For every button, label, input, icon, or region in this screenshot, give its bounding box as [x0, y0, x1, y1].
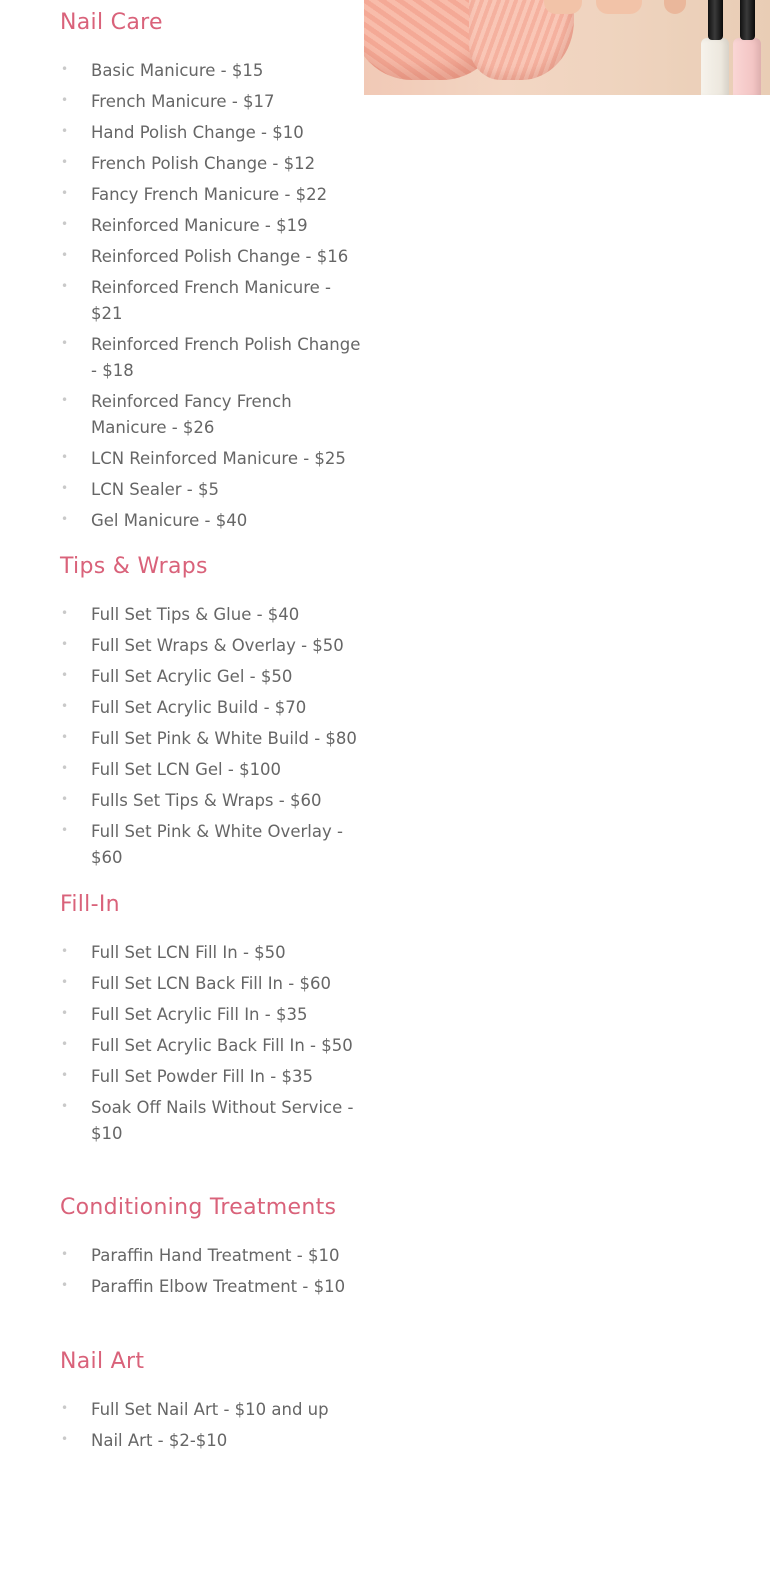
price-item: [60, 1274, 361, 1300]
bullet-icon: •: [61, 699, 69, 713]
price-item-label: Reinforced Polish Change - $16: [91, 247, 349, 266]
hero-image: [364, 0, 770, 95]
section-title: Nail Art: [60, 1349, 145, 1374]
bullet-icon: •: [61, 1037, 69, 1051]
bullet-icon: •: [61, 668, 69, 682]
price-item-label: Full Set Powder Fill In - $35: [91, 1067, 313, 1086]
section-fill-in: [60, 890, 361, 1152]
price-item-label: LCN Reinforced Manicure - $25: [91, 449, 346, 468]
bullet-icon: •: [61, 944, 69, 958]
price-item: [60, 1095, 361, 1147]
section-nail-art: [60, 1347, 361, 1459]
bullet-icon: •: [61, 1247, 69, 1261]
polish-bottle-pink: [733, 38, 761, 95]
price-item-label: Reinforced French Polish Change - $18: [91, 335, 361, 380]
price-item: [60, 788, 361, 814]
price-item-label: Reinforced Manicure - $19: [91, 216, 308, 235]
bullet-icon: •: [61, 62, 69, 76]
price-item: [60, 602, 361, 628]
price-item: [60, 508, 361, 534]
bullet-icon: •: [61, 1432, 69, 1446]
price-item-label: Paraffin Elbow Treatment - $10: [91, 1277, 346, 1296]
bullet-icon: •: [61, 823, 69, 837]
price-item: [60, 58, 361, 84]
section-title: Conditioning Treatments: [60, 1195, 337, 1220]
section-title: Tips & Wraps: [60, 554, 208, 579]
price-item: [60, 1243, 361, 1269]
price-item: [60, 757, 361, 783]
price-item: [60, 695, 361, 721]
price-item: [60, 244, 361, 270]
price-item-label: Full Set Acrylic Back Fill In - $50: [91, 1036, 353, 1055]
price-item: [60, 1428, 361, 1454]
price-item-label: Full Set Wraps & Overlay - $50: [91, 636, 344, 655]
price-item-label: Nail Art - $2-$10: [91, 1431, 228, 1450]
price-item: [60, 89, 361, 115]
finger-graphic: [544, 0, 582, 14]
price-list: [60, 602, 361, 871]
price-item-label: Reinforced Fancy French Manicure - $26: [91, 392, 292, 437]
price-item-label: Full Set LCN Back Fill In - $60: [91, 974, 331, 993]
price-item-label: LCN Sealer - $5: [91, 480, 219, 499]
price-list: [60, 1397, 361, 1454]
price-item-label: Full Set LCN Gel - $100: [91, 760, 282, 779]
price-item: [60, 1002, 361, 1028]
bullet-icon: •: [61, 248, 69, 262]
bullet-icon: •: [61, 730, 69, 744]
price-item-label: Full Set LCN Fill In - $50: [91, 943, 286, 962]
price-item-label: Full Set Acrylic Fill In - $35: [91, 1005, 308, 1024]
price-item: [60, 971, 361, 997]
price-item: [60, 213, 361, 239]
finger-graphic: [664, 0, 686, 14]
price-item-label: Full Set Acrylic Gel - $50: [91, 667, 293, 686]
price-list: [60, 58, 361, 534]
bullet-icon: •: [61, 336, 69, 350]
bullet-icon: •: [61, 186, 69, 200]
price-item: [60, 633, 361, 659]
price-item-label: Full Set Nail Art - $10 and up: [91, 1400, 329, 1419]
bullet-icon: •: [61, 279, 69, 293]
polish-bottle-white: [701, 38, 729, 95]
price-item: [60, 389, 361, 441]
section-tips-wraps: [60, 552, 361, 876]
price-item: [60, 275, 361, 327]
bullet-icon: •: [61, 93, 69, 107]
bullet-icon: •: [61, 217, 69, 231]
bullet-icon: •: [61, 606, 69, 620]
price-item: [60, 332, 361, 384]
polish-bottle-cap: [708, 0, 723, 40]
price-item-label: Soak Off Nails Without Service - $10: [91, 1098, 354, 1143]
bullet-icon: •: [61, 124, 69, 138]
bullet-icon: •: [61, 792, 69, 806]
section-nail-care: [60, 8, 361, 539]
finger-graphic: [596, 0, 642, 14]
bullet-icon: •: [61, 1401, 69, 1415]
price-item-label: French Polish Change - $12: [91, 154, 316, 173]
bullet-icon: •: [61, 637, 69, 651]
price-item-label: Basic Manicure - $15: [91, 61, 264, 80]
bullet-icon: •: [61, 761, 69, 775]
price-item-label: French Manicure - $17: [91, 92, 275, 111]
bullet-icon: •: [61, 1099, 69, 1113]
price-item-label: Full Set Acrylic Build - $70: [91, 698, 307, 717]
bullet-icon: •: [61, 512, 69, 526]
price-item: [60, 1397, 361, 1423]
price-item: [60, 819, 361, 871]
bullet-icon: •: [61, 481, 69, 495]
price-item: [60, 1033, 361, 1059]
price-item-label: Full Set Pink & White Overlay - $60: [91, 822, 343, 867]
price-item-label: Fulls Set Tips & Wraps - $60: [91, 791, 322, 810]
price-item: [60, 182, 361, 208]
section-conditioning-treatments: [60, 1193, 361, 1305]
bullet-icon: •: [61, 450, 69, 464]
price-item-label: Fancy French Manicure - $22: [91, 185, 328, 204]
price-item: [60, 940, 361, 966]
bullet-icon: •: [61, 1006, 69, 1020]
price-item: [60, 151, 361, 177]
section-title: Fill-In: [60, 892, 120, 917]
section-title: Nail Care: [60, 10, 163, 35]
price-item-label: Full Set Pink & White Build - $80: [91, 729, 357, 748]
price-item: [60, 120, 361, 146]
price-item-label: Hand Polish Change - $10: [91, 123, 304, 142]
bullet-icon: •: [61, 393, 69, 407]
polish-bottle-cap: [740, 0, 755, 40]
bullet-icon: •: [61, 1278, 69, 1292]
price-item: [60, 1064, 361, 1090]
price-item-label: Paraffin Hand Treatment - $10: [91, 1246, 340, 1265]
bullet-icon: •: [61, 1068, 69, 1082]
price-item-label: Full Set Tips & Glue - $40: [91, 605, 300, 624]
price-item-label: Gel Manicure - $40: [91, 511, 248, 530]
price-item: [60, 446, 361, 472]
bullet-icon: •: [61, 975, 69, 989]
price-item: [60, 726, 361, 752]
price-item: [60, 664, 361, 690]
bullet-icon: •: [61, 155, 69, 169]
price-list: [60, 1243, 361, 1300]
price-item: [60, 477, 361, 503]
price-list: [60, 940, 361, 1147]
price-item-label: Reinforced French Manicure - $21: [91, 278, 331, 323]
